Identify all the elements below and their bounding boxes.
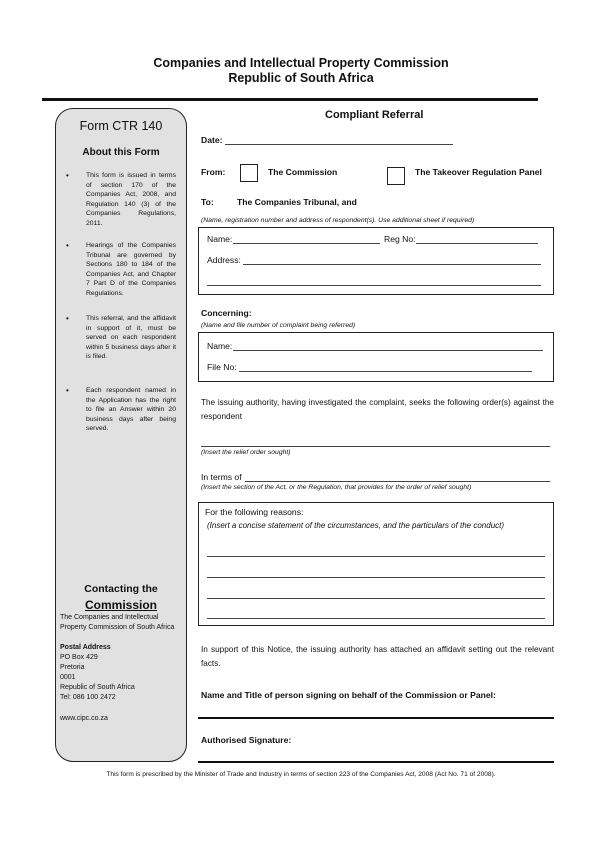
signature-field[interactable] <box>198 761 554 763</box>
relief-hint: (Insert the relief order sought) <box>201 449 291 456</box>
reasons-line[interactable] <box>207 598 545 599</box>
reg-no-label: Reg No: <box>384 234 416 244</box>
panel-option-label: The Takeover Regulation Panel <box>415 167 542 177</box>
reg-no-field[interactable] <box>416 243 538 244</box>
postal-title: Postal Address <box>60 644 111 651</box>
reasons-line[interactable] <box>207 577 545 578</box>
commission-checkbox[interactable] <box>240 164 258 182</box>
postal-line: Republic of South Africa <box>60 684 135 691</box>
about-bullet: This form is issued in terms of section 170 of the Companies Act, 2008, and Regulation 140 (3) of the Companies Regulations, 2011. <box>86 172 176 227</box>
panel-checkbox[interactable] <box>387 167 405 185</box>
respondent-name-field[interactable] <box>233 243 380 244</box>
concerning-label: Concerning: <box>201 308 252 318</box>
footer-note: This form is prescribed by the Minister of Trade and Industry in terms of section 223 of the Companies Act, 2008 (Act No. 71 of 2008). <box>106 771 496 778</box>
complaint-name-label: Name: <box>207 341 233 351</box>
sidebar-panel <box>55 108 187 762</box>
section-hint: (Insert the section of the Act, or the Regulation, that provides for the order of relief sought) <box>201 484 472 491</box>
respondent-hint: (Name, registration number and address of respondent(s). Use additional sheet if required) <box>201 217 475 224</box>
date-label: Date: <box>201 135 223 145</box>
section-field[interactable] <box>245 481 550 482</box>
header-rule <box>42 98 538 101</box>
bullet-icon: • <box>66 386 69 395</box>
orders-paragraph: The issuing authority, having investigated the complaint, seeks the following order(s) against the respondent <box>201 398 554 421</box>
website-link[interactable]: www.cipc.co.za <box>60 715 108 722</box>
to-label: To: <box>201 197 214 207</box>
complaint-name-field[interactable] <box>233 350 543 351</box>
header-country: Republic of South Africa <box>228 71 374 85</box>
complaint-box <box>198 332 554 382</box>
bullet-icon: • <box>66 241 69 250</box>
respondent-name-label: Name: <box>207 234 233 244</box>
about-bullet: This referral, and the affidavit in support of it, must be served on each respondent within 5 business days after it is filed. <box>86 315 176 361</box>
signature-label: Authorised Signature: <box>201 735 292 745</box>
address-field[interactable] <box>243 264 541 265</box>
contact-org: Property Commission of South Africa <box>60 624 175 631</box>
address-label: Address: <box>207 255 241 265</box>
header-commission: Companies and Intellectual Property Commission <box>153 56 449 70</box>
contact-title: Contacting the <box>84 583 158 595</box>
commission-option-label: The Commission <box>268 167 338 177</box>
postal-line: 0001 <box>60 674 76 681</box>
phone: Tel: 086 100 2472 <box>60 694 116 701</box>
postal-line: Pretoria <box>60 664 85 671</box>
in-terms-label: In terms of <box>201 472 242 482</box>
form-number: Form CTR 140 <box>79 119 163 133</box>
signer-field[interactable] <box>198 717 554 719</box>
affidavit-paragraph: In support of this Notice, the issuing authority has attached an affidavit setting out the relevant facts. <box>201 645 554 668</box>
postal-line: PO Box 429 <box>60 654 98 661</box>
reasons-hint: (Insert a concise statement of the circumstances, and the particulars of the conduct) <box>207 521 505 530</box>
reasons-line[interactable] <box>207 556 545 557</box>
file-no-label: File No: <box>207 362 237 372</box>
about-bullet: Each respondent named in the Application has the right to file an Answer within 20 business days after being served. <box>86 387 176 433</box>
file-no-field[interactable] <box>239 371 532 372</box>
date-field[interactable] <box>225 144 453 145</box>
bullet-icon: • <box>66 171 69 180</box>
form-title: Compliant Referral <box>325 109 424 121</box>
to-value: The Companies Tribunal, and <box>237 197 357 207</box>
about-title: About this Form <box>82 147 160 158</box>
address-field-2[interactable] <box>207 285 541 286</box>
reasons-label: For the following reasons: <box>205 507 304 517</box>
contact-org: The Companies and Intellectual <box>60 614 159 621</box>
contact-title-commission: Commission <box>84 598 157 612</box>
from-label: From: <box>201 167 226 177</box>
relief-field[interactable] <box>201 446 550 447</box>
bullet-icon: • <box>66 314 69 323</box>
reasons-box <box>198 502 554 626</box>
about-bullet: Hearings of the Companies Tribunal are governed by Sections 180 to 184 of the Companies Act, and Chapter 7 Part D of the Companies Regulations. <box>86 242 176 297</box>
signer-label: Name and Title of person signing on behalf of the Commission or Panel: <box>201 690 496 700</box>
complaint-hint: (Name and file number of complaint being referred) <box>201 322 356 329</box>
reasons-line[interactable] <box>207 618 545 619</box>
respondent-box <box>198 227 554 295</box>
